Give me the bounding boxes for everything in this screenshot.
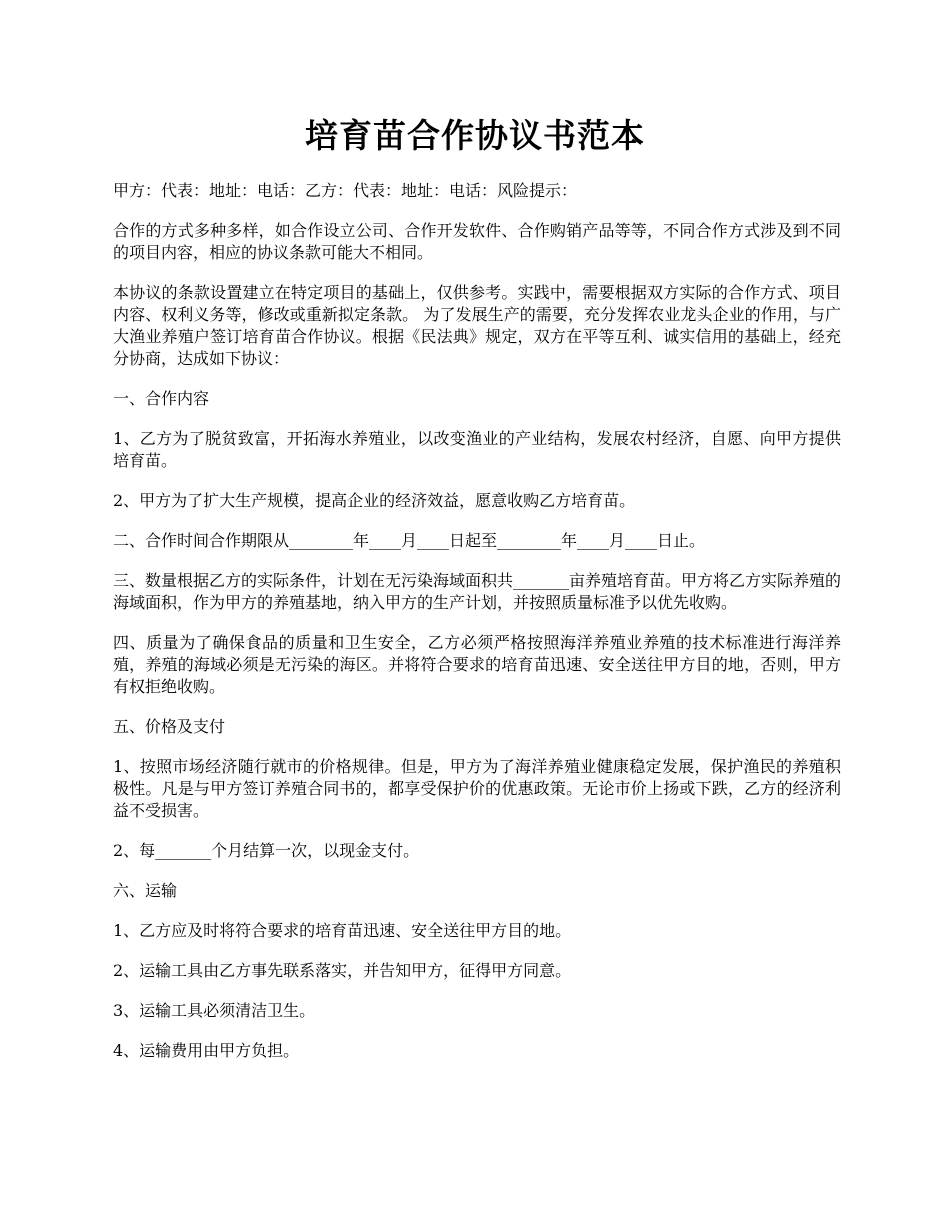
section-heading-price-payment: 五、价格及支付	[113, 717, 226, 736]
clause-paragraph: 2、甲方为了扩大生产规模，提高企业的经济效益，愿意收购乙方培育苗。	[113, 491, 636, 510]
section-heading-cooperation-content: 一、合作内容	[113, 389, 210, 408]
clause-paragraph: 1、按照市场经济随行就市的价格规律。但是，甲方为了海洋养殖业健康稳定发展，保护渔民的养殖积极性。凡是与甲方签订养殖合同书的，都享受保护价的优惠政策。无论市价上扬或下跌，乙方的经济利益不受损害。	[113, 757, 841, 820]
clause-paragraph: 2、运输工具由乙方事先联系落实，并告知甲方，征得甲方同意。	[113, 961, 572, 980]
preamble-paragraph: 本协议的条款设置建立在特定项目的基础上，仅供参考。实践中，需要根据双方实际的合作方式、项目内容、权利义务等，修改或重新拟定条款。 为了发展生产的需要，充分发挥农业龙头企业的作用，与广大渔业养殖户签订培育苗合作协议。根据《民法典》规定，双方在平等互利、诚实信用的基础上，经充分协商，达成如下协议：	[113, 283, 841, 368]
clause-paragraph: 1、乙方为了脱贫致富，开拓海水养殖业，以改变渔业的产业结构，发展农村经济，自愿、向甲方提供培育苗。	[113, 429, 841, 470]
clause-paragraph: 2、每_______个月结算一次，以现金支付。	[113, 841, 420, 860]
risk-note-paragraph: 合作的方式多种多样，如合作设立公司、合作开发软件、合作购销产品等等，不同合作方式涉及到不同的项目内容，相应的协议条款可能大不相同。	[113, 221, 841, 262]
document-body	[113, 180, 841, 1080]
section-cooperation-period: 二、合作时间合作期限从________年____月____日起至________年____月____日止。	[113, 531, 706, 550]
section-quality: 四、质量为了确保食品的质量和卫生安全，乙方必须严格按照海洋养殖业养殖的技术标准进行海洋养殖，养殖的海域必须是无污染的海区。并将符合要求的培育苗迅速、安全送往甲方目的地，否则，甲方有权拒绝收购。	[113, 633, 841, 696]
clause-paragraph: 4、运输费用由甲方负担。	[113, 1041, 300, 1060]
party-info-line: 甲方：代表：地址：电话：乙方：代表：地址：电话：风险提示：	[113, 181, 578, 200]
document-title: 培育苗合作协议书范本	[305, 116, 645, 155]
clause-paragraph: 1、乙方应及时将符合要求的培育苗迅速、安全送往甲方目的地。	[113, 921, 572, 940]
section-heading-transport: 六、运输	[113, 881, 178, 900]
section-quantity: 三、数量根据乙方的实际条件，计划在无污染海域面积共_______亩养殖培育苗。甲方将乙方实际养殖的海域面积，作为甲方的养殖基地，纳入甲方的生产计划，并按照质量标准予以优先收购。	[113, 571, 842, 612]
clause-paragraph: 3、运输工具必须清洁卫生。	[113, 1001, 316, 1020]
